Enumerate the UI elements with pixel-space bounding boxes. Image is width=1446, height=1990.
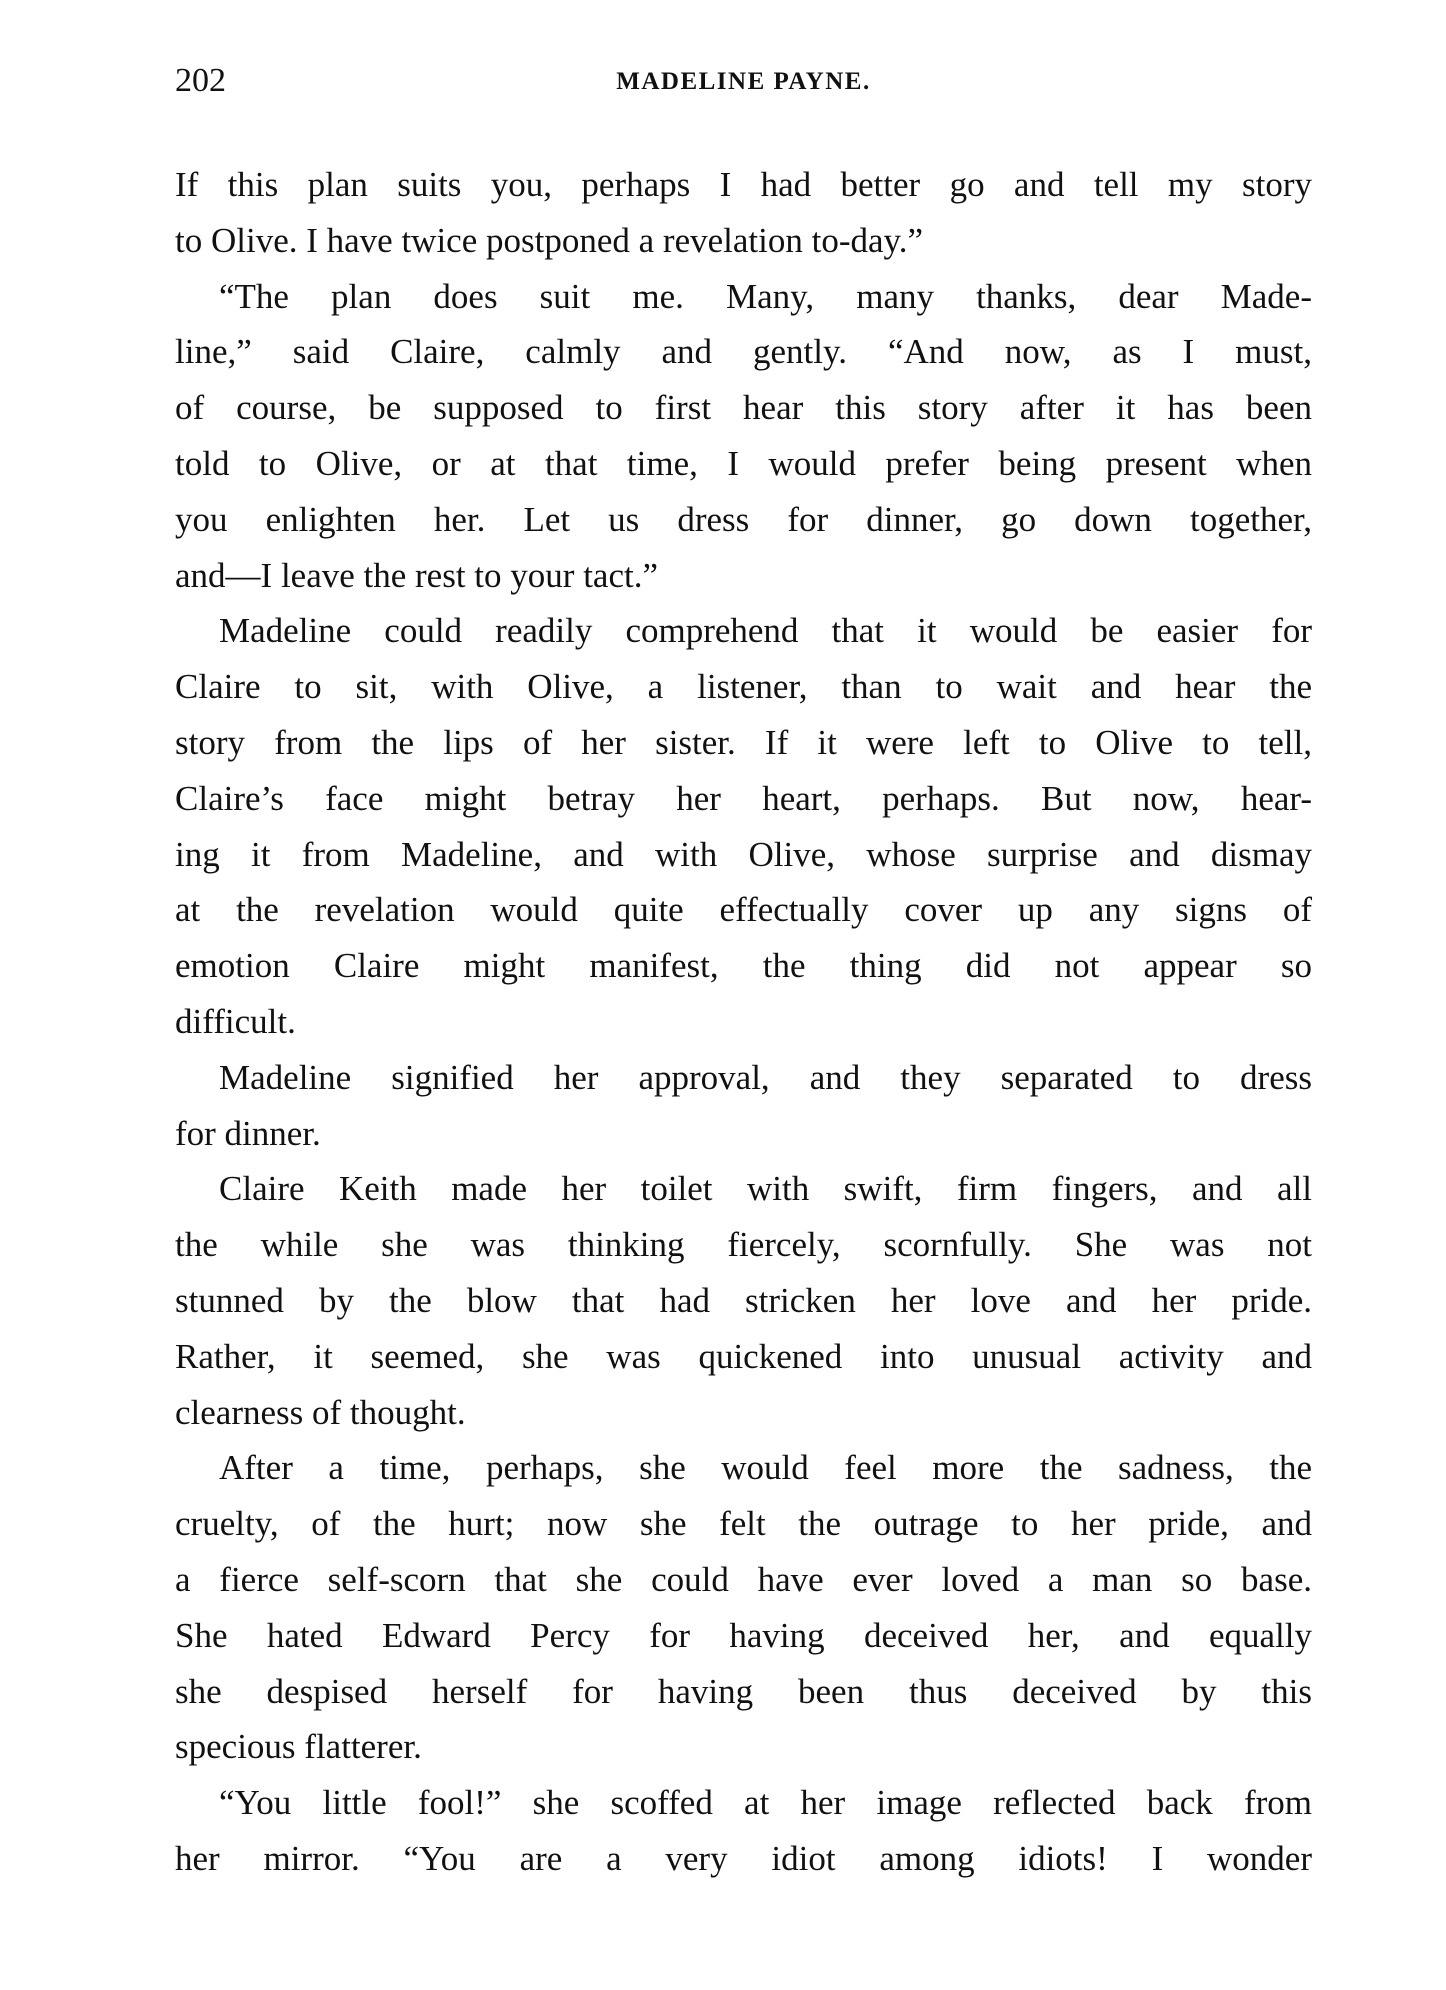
text-line: and—I leave the rest to your tact.”	[175, 555, 658, 595]
text-line: Rather, it seemed, she was quickened into unusual activity and	[175, 1336, 1312, 1376]
text-line: the while she was thinking fiercely, scornfully. She was not	[175, 1225, 1312, 1265]
text-line: told to Olive, or at that time, I would prefer being present when	[175, 443, 1312, 483]
text-line: for dinner.	[175, 1113, 321, 1153]
text-line: at the revelation would quite effectually cover up any signs of	[175, 890, 1312, 930]
text-line: Claire’s face might betray her heart, perhaps. But now, hear-	[175, 778, 1312, 818]
running-title: MADELINE PAYNE.	[616, 68, 871, 95]
text-line: Madeline signified her approval, and they separated to dress	[219, 1057, 1312, 1097]
page-header	[175, 62, 1312, 102]
text-line: ing it from Madeline, and with Olive, whose surprise and dismay	[175, 834, 1312, 874]
text-line: She hated Edward Percy for having deceived her, and equally	[175, 1615, 1312, 1655]
text-line: story from the lips of her sister. If it were left to Olive to tell,	[175, 722, 1312, 762]
text-line: Claire to sit, with Olive, a listener, than to wait and hear the	[175, 667, 1312, 707]
text-line: If this plan suits you, perhaps I had better go and tell my story	[175, 165, 1312, 204]
text-line: “You little fool!” she scoffed at her image reflected back from	[219, 1783, 1312, 1823]
text-line: line,” said Claire, calmly and gently. “And now, as I must,	[175, 332, 1312, 372]
page-body-text	[175, 157, 1312, 1887]
text-line: specious flatterer.	[175, 1727, 422, 1767]
text-line: of course, be supposed to first hear this story after it has been	[175, 388, 1312, 428]
page-number: 202	[175, 62, 226, 99]
text-line: stunned by the blow that had stricken her love and her pride.	[175, 1280, 1312, 1320]
text-line: “The plan does suit me. Many, many thanks, dear Made-	[219, 276, 1312, 316]
text-line: cruelty, of the hurt; now she felt the outrage to her pride, and	[175, 1504, 1312, 1544]
text-line: to Olive. I have twice postponed a revelation to-day.”	[175, 220, 924, 260]
text-line: Claire Keith made her toilet with swift, firm fingers, and all	[219, 1169, 1312, 1209]
text-line: you enlighten her. Let us dress for dinner, go down together,	[175, 499, 1312, 539]
text-line: difficult.	[175, 1001, 296, 1041]
text-line: emotion Claire might manifest, the thing did not appear so	[175, 946, 1312, 986]
text-line: she despised herself for having been thus deceived by this	[175, 1671, 1312, 1711]
text-line: clearness of thought.	[175, 1392, 466, 1432]
text-line: After a time, perhaps, she would feel more the sadness, the	[219, 1448, 1312, 1488]
text-line: her mirror. “You are a very idiot among idiots! I wonder	[175, 1838, 1312, 1878]
text-line: Madeline could readily comprehend that it would be easier for	[219, 611, 1312, 651]
text-line: a fierce self-scorn that she could have ever loved a man so base.	[175, 1559, 1312, 1599]
